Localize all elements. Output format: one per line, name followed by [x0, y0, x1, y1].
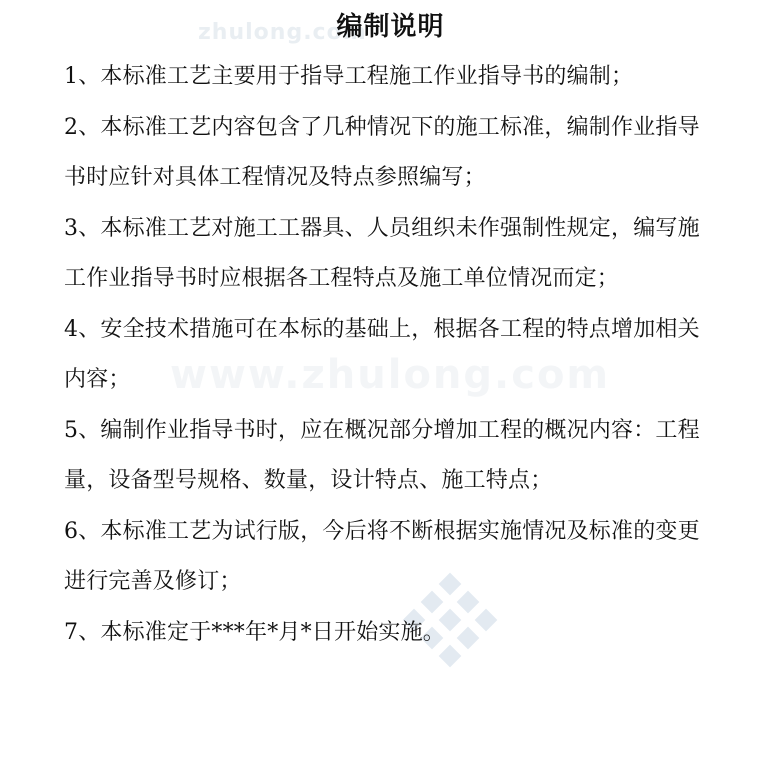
text-line: 5、编制作业指导书时，应在概况部分增加工程的概况内容：工程	[64, 417, 700, 443]
text-line: 2、本标准工艺内容包含了几种情况下的施工标准，编制作业指导	[64, 114, 700, 140]
watermark-top: zhulong.com	[198, 20, 367, 45]
text-line: 内容；	[64, 367, 131, 392]
text-line: 进行完善及修订；	[64, 569, 242, 594]
text-line: 量，设备型号规格、数量，设计特点、施工特点；	[64, 468, 553, 493]
text-line: 6、本标准工艺为试行版，今后将不断根据实施情况及标准的变更	[64, 518, 700, 544]
text-line: 3、本标准工艺对施工工器具、人员组织未作强制性规定，编写施	[64, 215, 700, 241]
text-line: 1、本标准工艺主要用于指导工程施工作业指导书的编制；	[64, 64, 634, 89]
watermark-middle: www.zhulong.com	[170, 352, 611, 398]
text-line: 4、安全技术措施可在本标的基础上，根据各工程的特点增加相关	[64, 316, 700, 342]
text-line: 书时应针对具体工程情况及特点参照编写；	[64, 165, 486, 190]
page-title: 编制说明	[336, 12, 445, 42]
text-line: 工作业指导书时应根据各工程特点及施工单位情况而定；	[64, 266, 620, 291]
text-line: 7、本标准定于***年*月*日开始实施。	[64, 619, 445, 645]
instructions-list	[64, 52, 754, 658]
